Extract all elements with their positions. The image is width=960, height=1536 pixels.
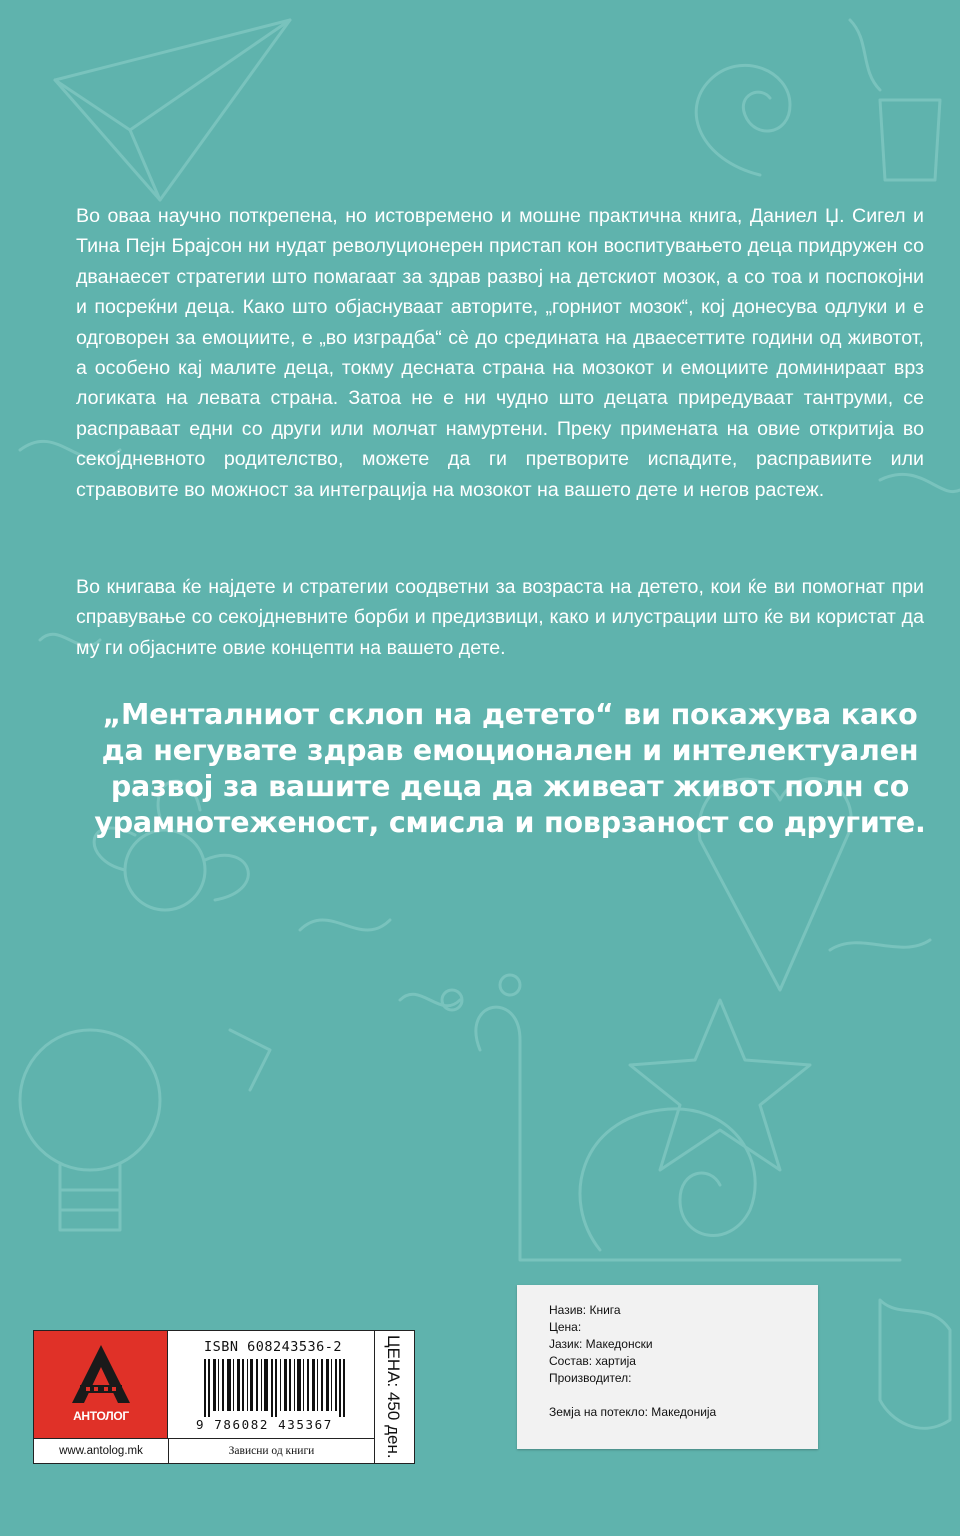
label-name: Назив: Книга <box>549 1303 621 1317</box>
description-paragraph-2: Во книгава ќе најдете и стратегии соодветни за возраста на детето, кои ќе ви помогнат при справување со секојдневните борби и предизвици, како и илустрации што ќе ви користат да му ги објасните овие концепти на вашето дете. <box>76 576 924 659</box>
label-manufacturer: Производител: <box>549 1371 632 1385</box>
publisher-logo-icon <box>68 1341 134 1407</box>
publisher-note: Зависни од книги <box>168 1439 374 1463</box>
price-text: ЦЕНА: 450 ден. <box>384 1335 403 1459</box>
ean-digits: 9 786082 435367 <box>196 1417 333 1432</box>
publisher-logo <box>34 1331 168 1439</box>
label-composition: Состав: хартија <box>549 1354 636 1368</box>
barcode-icon <box>204 1359 354 1417</box>
description-paragraph-1: Во оваа научно поткрепена, но истовремено и мошне практична книга, Даниел Џ. Сигел и Тина Пејн Брајсон ни нудат револуционерен пристап кон воспитувањето деца придружен со дванаесет стратегии што помагаат за здрав развој на детскиот мозок, а со тоа и поспокојни и посреќни деца. Како што објаснуваат авторите, „горниот мозок“, кој донесува одлуки и е одговорен за емоциите, е „во изградба“ сè до средината на дваесеттите години од животот, а особено кај малите деца, токму десната страна на мозокот и емоциите доминираат врз логиката на левата страна. Затоа не е ни чудно што децата приредуваат тантруми, се расправаат едни со други или молчат намуртени. Преку примената на овие откритија во секојдневното родителство, можете да ги претворите испадите, расправиите или стравовите во можност за интеграција на мозокот на вашето дете и негов растеж. <box>76 205 924 501</box>
price-column <box>374 1331 414 1463</box>
isbn-text: ISBN 608243536-2 <box>204 1339 343 1355</box>
publisher-name: АНТОЛОГ <box>73 1409 129 1423</box>
lightbulb-icon <box>20 1030 160 1230</box>
label-origin: Земја на потекло: Македонија <box>549 1405 717 1419</box>
highlight-quote: „Менталниот склоп на детето“ ви покажува како да негувате здрав емоционален и интелектуален развој за вашите деца да живеат живот полн со урамнотеженост, смисла и поврзаност со другите. <box>94 698 926 839</box>
barcode-area <box>168 1331 374 1439</box>
label-language: Јазик: Македонски <box>549 1337 653 1351</box>
barcode-block <box>33 1330 415 1464</box>
publisher-website: www.antolog.mk <box>59 1445 143 1457</box>
swirl-icon <box>696 65 790 175</box>
paper-plane-icon <box>55 20 290 200</box>
snail-icon <box>442 975 900 1260</box>
label-price: Цена: <box>549 1320 582 1334</box>
product-label-sticker <box>517 1285 818 1449</box>
